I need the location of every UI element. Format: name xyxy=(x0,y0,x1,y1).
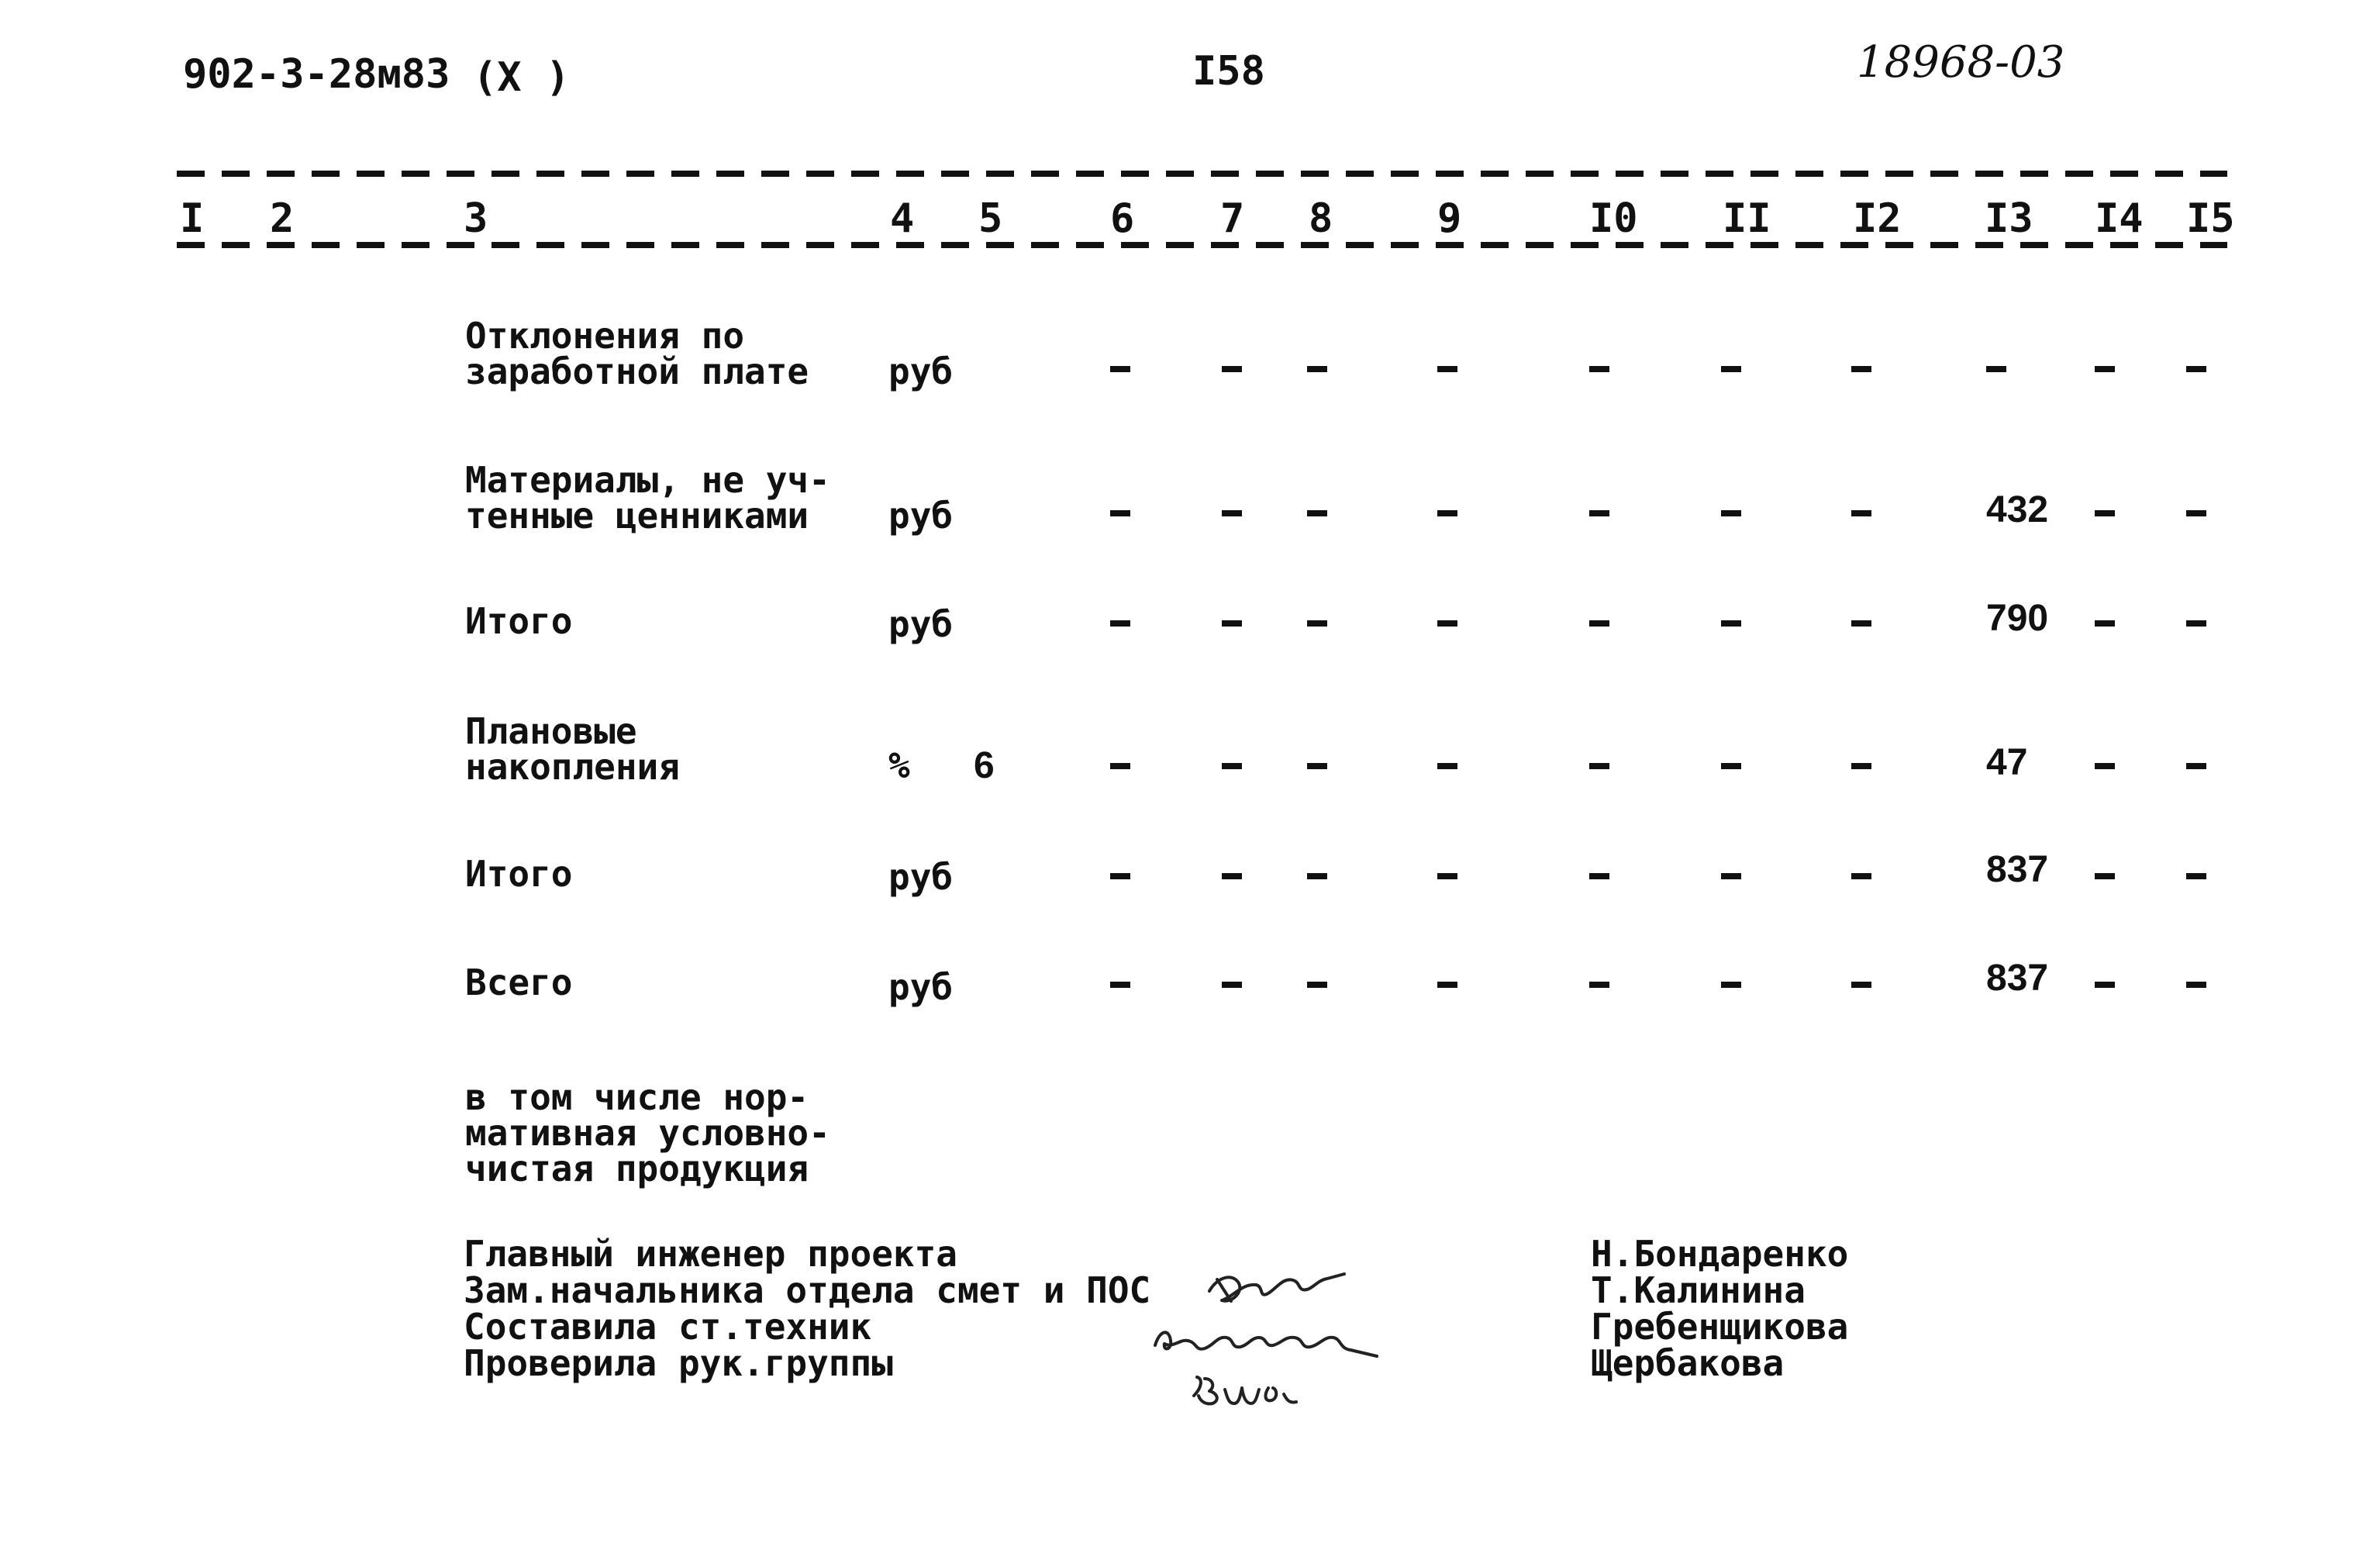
position-chief-engineer: Главный инженер проекта xyxy=(464,1233,957,1275)
row-value-col13: 837 xyxy=(1986,849,2049,890)
column-number: II xyxy=(1723,195,1771,242)
column-number: I3 xyxy=(1985,195,2033,242)
empty-cell-dash xyxy=(1851,366,1871,372)
row-unit: руб xyxy=(888,495,954,537)
empty-cell-dash xyxy=(1222,620,1242,627)
empty-cell-dash xyxy=(1851,510,1871,516)
empty-cell-dash xyxy=(1110,510,1130,516)
empty-cell-dash xyxy=(1721,763,1741,769)
empty-cell-dash xyxy=(1589,620,1609,627)
empty-cell-dash xyxy=(1851,982,1871,988)
empty-cell-dash xyxy=(1307,873,1327,879)
empty-cell-dash xyxy=(1721,873,1741,879)
empty-cell-dash xyxy=(1110,982,1130,988)
row-unit: руб xyxy=(888,603,954,645)
row-label: Итого xyxy=(465,853,573,895)
column-number: I0 xyxy=(1589,195,1638,242)
empty-cell-dash xyxy=(1437,510,1457,516)
position-compiler: Составила ст.техник xyxy=(464,1306,872,1348)
row-unit: руб xyxy=(888,966,954,1008)
empty-cell-dash xyxy=(1110,763,1130,769)
header-rule-top xyxy=(177,171,2227,177)
position-deputy-head: Зам.начальника отдела смет и ПОС xyxy=(464,1269,1151,1311)
doc-code: 902-3-28м83 xyxy=(183,51,450,98)
empty-cell-dash xyxy=(2186,873,2206,879)
empty-cell-dash xyxy=(1589,510,1609,516)
row-label: Плановые накопления xyxy=(465,710,680,788)
empty-cell-dash xyxy=(1110,620,1130,627)
empty-cell-dash xyxy=(1307,620,1327,627)
row-unit: % xyxy=(888,744,910,786)
signature-positions xyxy=(464,1233,1151,1384)
row-label: Материалы, не уч- тенные ценниками xyxy=(465,459,830,537)
row-label: Всего xyxy=(465,961,573,1003)
empty-cell-dash xyxy=(1437,982,1457,988)
position-checker: Проверила рук.группы xyxy=(464,1342,893,1384)
empty-cell-dash xyxy=(1437,620,1457,627)
empty-cell-dash xyxy=(2186,510,2206,516)
column-number: 6 xyxy=(1110,195,1135,242)
note-normative-production: в том числе нор- мативная условно- чистая продукция xyxy=(465,1076,830,1189)
column-number: 7 xyxy=(1220,195,1245,242)
empty-cell-dash xyxy=(1307,510,1327,516)
row-value-col13: 432 xyxy=(1986,489,2049,530)
signature-names xyxy=(1591,1233,1849,1384)
row-unit: руб xyxy=(888,350,954,392)
empty-cell-dash xyxy=(1110,366,1130,372)
signature-scribble xyxy=(1155,1332,1377,1356)
empty-cell-dash xyxy=(1437,873,1457,879)
empty-cell-dash xyxy=(1721,510,1741,516)
empty-cell-dash xyxy=(1721,620,1741,627)
empty-cell-dash xyxy=(1589,873,1609,879)
empty-cell-dash xyxy=(2095,982,2115,988)
empty-cell-dash xyxy=(1222,763,1242,769)
handwritten-signatures xyxy=(1101,1248,1535,1427)
page-number: I58 xyxy=(1192,48,1265,95)
empty-cell-dash xyxy=(2186,763,2206,769)
empty-cell-dash xyxy=(1110,873,1130,879)
column-number: 4 xyxy=(890,195,915,242)
column-number: I2 xyxy=(1853,195,1902,242)
inventory-number: 18968-03 xyxy=(1857,37,2065,88)
empty-cell-dash xyxy=(2186,620,2206,627)
empty-cell-dash xyxy=(2095,873,2115,879)
column-number: 3 xyxy=(464,195,488,242)
header-rule-bottom xyxy=(177,242,2227,248)
empty-cell-dash xyxy=(1589,763,1609,769)
empty-cell-dash xyxy=(1307,982,1327,988)
column-number: I5 xyxy=(2186,195,2235,242)
column-number: 9 xyxy=(1437,195,1462,242)
empty-cell-dash xyxy=(2186,366,2206,372)
empty-cell-dash xyxy=(1437,763,1457,769)
name-kalinina: Т.Калинина xyxy=(1591,1269,1806,1311)
column-number: I4 xyxy=(2095,195,2144,242)
empty-cell-dash xyxy=(2095,366,2115,372)
empty-cell-dash xyxy=(1851,620,1871,627)
row-value-col13: 837 xyxy=(1986,958,2049,999)
column-number: 5 xyxy=(978,195,1003,242)
empty-cell-dash xyxy=(1589,982,1609,988)
empty-cell-dash xyxy=(1307,366,1327,372)
row-value-col13: 47 xyxy=(1986,742,2028,783)
row-label: Итого xyxy=(465,600,573,642)
empty-cell-dash xyxy=(1222,982,1242,988)
column-number: 8 xyxy=(1309,195,1333,242)
row-value-col5: 6 xyxy=(974,745,995,786)
doc-mark: (X ) xyxy=(473,54,571,101)
empty-cell-dash xyxy=(1222,510,1242,516)
column-number: 2 xyxy=(270,195,295,242)
row-value-col13: 790 xyxy=(1986,598,2049,639)
row-label: Отклонения по заработной плате xyxy=(465,315,809,392)
name-grebenshchikova: Гребенщикова xyxy=(1591,1306,1849,1348)
empty-cell-dash xyxy=(1851,873,1871,879)
empty-cell-dash xyxy=(1721,366,1741,372)
empty-cell-dash xyxy=(1437,366,1457,372)
empty-cell-dash xyxy=(1222,366,1242,372)
signature-scribble xyxy=(1194,1377,1296,1403)
empty-cell-dash xyxy=(1721,982,1741,988)
empty-cell-dash xyxy=(1589,366,1609,372)
row-unit: руб xyxy=(888,856,954,898)
empty-cell-dash xyxy=(1307,763,1327,769)
empty-cell-dash xyxy=(2095,620,2115,627)
column-number: I xyxy=(180,195,205,242)
empty-cell-dash xyxy=(2095,763,2115,769)
empty-cell-dash xyxy=(1986,366,2006,372)
name-bondarenko: Н.Бондаренко xyxy=(1591,1233,1849,1275)
empty-cell-dash xyxy=(1851,763,1871,769)
empty-cell-dash xyxy=(2095,510,2115,516)
empty-cell-dash xyxy=(2186,982,2206,988)
name-shcherbakova: Щербакова xyxy=(1591,1342,1785,1384)
empty-cell-dash xyxy=(1222,873,1242,879)
